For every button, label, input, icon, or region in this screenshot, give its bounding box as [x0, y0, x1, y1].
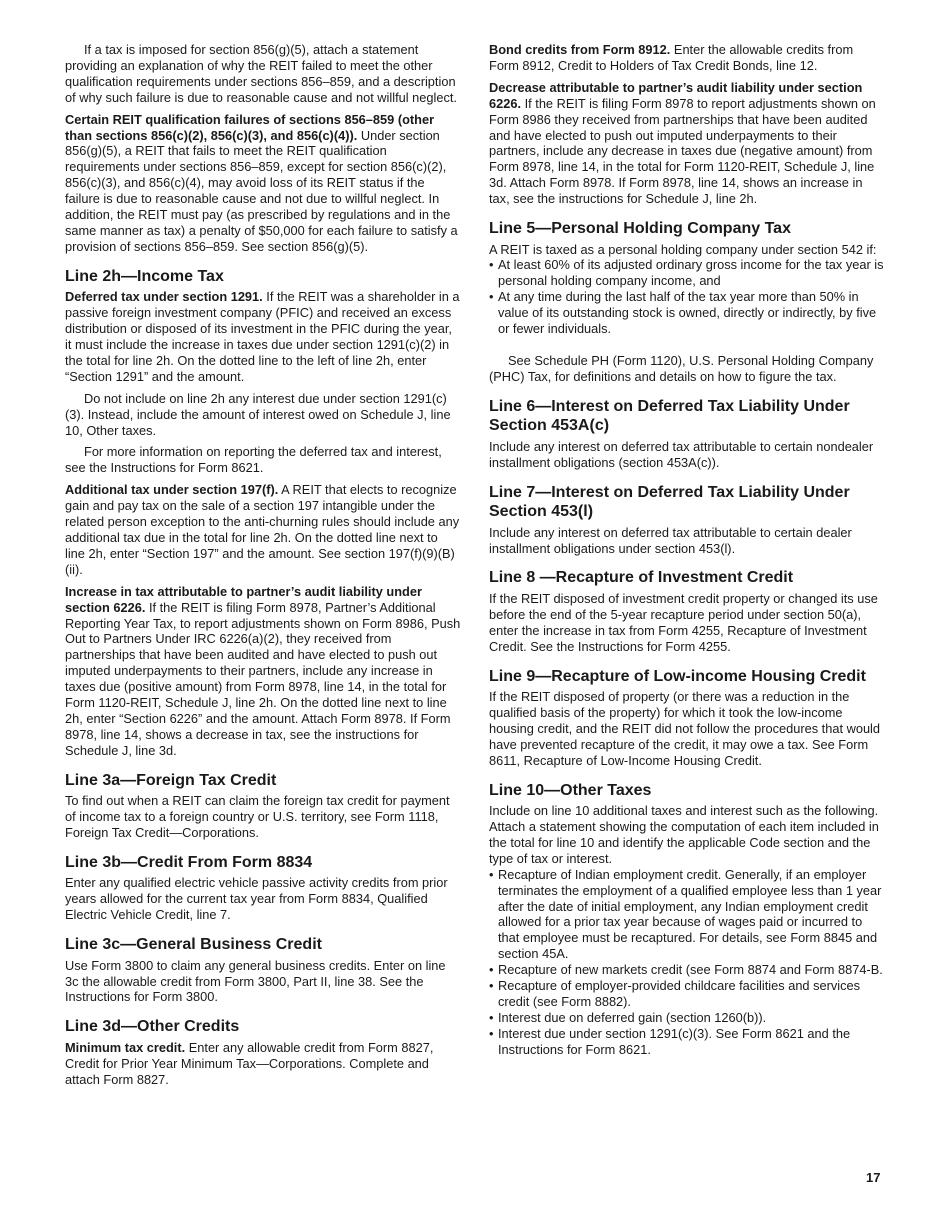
bullet-icon: •	[489, 866, 494, 882]
bullet-icon: •	[489, 1009, 494, 1025]
paragraph-line-3c: Use Form 3800 to claim any general business credits. Enter on line 3c the allowable credit from Form 3800, Part II, line 38. See the Instructions for Form 3800.	[65, 957, 446, 1005]
paragraph-for-more-info: For more information on reporting the deferred tax and interest, see the Instructions for Form 8621.	[65, 444, 442, 476]
run-in-heading: Increase in tax attributable to partner’s audit liability under section 6226.	[65, 583, 422, 615]
heading-line-6: Line 6—Interest on Deferred Tax Liability Under Section 453A(c)	[489, 397, 850, 435]
heading-line-3c: Line 3c—General Business Credit	[65, 936, 322, 954]
paragraph-line-9: If the REIT disposed of property (or there was a reduction in the qualified basis of the property) for which it took the low-income housing credit, and the REIT did not follow the procedures that would have prevented recapture of the credit, it may owe a tax. See Form 8611, Recapture of Low-Income Housing Credit.	[489, 689, 881, 768]
bullet-item: • Interest due under section 1291(c)(3). See Form 8621 and the Instructions for Form 8621.	[489, 1025, 851, 1057]
paragraph-deferred-tax	[65, 289, 461, 384]
paragraph-line-3a: To find out when a REIT can claim the foreign tax credit for payment of income tax to a foreign country or U.S. territory, see Form 1118, Foreign Tax Credit—Corporations.	[65, 793, 450, 840]
paragraph-line-3b: Enter any qualified electric vehicle passive activity credits from prior years allowed for the current tax year from Form 8834, Qualified Electric Vehicle Credit, line 7.	[65, 875, 448, 923]
left-column	[65, 42, 461, 1094]
run-in-heading: Minimum tax credit.	[65, 1039, 186, 1055]
paragraph-minimum-tax-credit	[65, 1040, 461, 1088]
bullet-item: • At least 60% of its adjusted ordinary gross income for the tax year is personal holding company income, and	[489, 257, 884, 289]
heading-line-8: Line 8 —Recapture of Investment Credit	[489, 569, 794, 587]
paragraph-text: Enter the allowable credits from Form 8912, Credit to Holders of Tax Credit Bonds, line 12.	[489, 42, 854, 73]
paragraph-line-5: A REIT is taxed as a personal holding company under section 542 if:	[489, 241, 877, 257]
bullet-icon: •	[489, 962, 494, 978]
heading-line-5: Line 5—Personal Holding Company Tax	[489, 220, 791, 238]
paragraph-text: Enter any allowable credit from Form 8827, Credit for Prior Year Minimum Tax—Corporations. Complete and attach Form 8827.	[65, 1039, 434, 1087]
heading-line-3b: Line 3b—Credit From Form 8834	[65, 853, 313, 871]
page-number: 17	[866, 1170, 881, 1185]
paragraph-line-7: Include any interest on deferred tax attributable to certain dealer installment obligations under section 453(l).	[489, 524, 852, 556]
bullet-item: • Recapture of new markets credit (see Form 8874 and Form 8874-B.	[489, 962, 883, 978]
run-in-heading: Bond credits from Form 8912.	[489, 42, 671, 57]
heading-line-2h: Line 2h—Income Tax	[65, 267, 224, 285]
bullet-icon: •	[489, 978, 494, 994]
paragraph-text: Under section 856(g)(5), a REIT that fails to meet the REIT qualification requirements under sections 856–859, except for section 856(c)(2), 856(c)(3), and 856(c)(4), may avoid loss of its REIT status if the failure is due to reasonable cause and not due to willful neglect. In addition, the REIT must pay (as prescribed by regulations and in the same manner as tax) a penalty of $50,000 for each failure to satisfy a provision of sections 856–859. See section 856(g)(5).	[65, 127, 458, 254]
heading-line-3a: Line 3a—Foreign Tax Credit	[65, 771, 277, 789]
bullet-icon: •	[489, 1025, 494, 1041]
bullet-icon: •	[489, 257, 494, 273]
paragraph-line-6: Include any interest on deferred tax attributable to certain nondealer installment obligations (section 453A(c)).	[489, 438, 874, 470]
paragraph-line-8: If the REIT disposed of investment credit property or changed its use before the end of the 5-year recapture period under section 50(a), enter the increase in tax from Form 4255, Recapture of Investment Credit. See the Instructions for Form 4255.	[489, 590, 878, 654]
paragraph-text: If the REIT is filing Form 8978, Partner’s Additional Reporting Year Tax, to report adjustments shown on Form 8986, Push Out to Partners Under IRC 6226(a)(2), they received from partnerships that have been audited and have elected to push out imputed underpayments to their partners, include any increase in taxes due (positive amount) from Form 8978, line 14, in the total for Form 1120-REIT, Schedule J, line 2h. On the dotted line next to line 2h, enter “Section 6226” and the amount. Attach Form 8978. If Form 8978, line 14, shows a decrease in tax, see the instructions for Schedule J, line 3d.	[65, 599, 461, 758]
paragraph-increase-in-tax	[65, 584, 461, 759]
paragraph-certain-failures	[65, 112, 461, 255]
bullet-item: • Recapture of Indian employment credit. Generally, if an employer terminates the employment of a qualified employee less than 1 year after the date of initial employment, any Indian employment credit allowed for a prior tax year because of wages paid or incurred to that employee must be recaptured. For details, see Form 8845 and section 45A.	[489, 866, 882, 962]
paragraph-line-10: Include on line 10 additional taxes and interest such as the following. Attach a statement showing the computation of each item included in the total for line 10 and identify the applicable Code section and the type of tax or interest.	[489, 803, 879, 866]
bullet-item: • Interest due on deferred gain (section 1260(b)).	[489, 1009, 767, 1025]
paragraph-text: If the REIT is filing Form 8978 to report adjustments shown on Form 8986 they received from partnerships that have been audited and have elected to push out imputed underpayments to their partners, include any decrease in taxes due (negative amount) from Form 8978, line 14, in the total for Form 1120-REIT, Schedule J, line 3d. Attach Form 8978. If Form 8978, line 14, shows an increase in tax, see the instructions for Schedule J, line 2h.	[489, 95, 876, 207]
paragraph-bond-credits	[489, 42, 886, 74]
run-in-heading: Certain REIT qualification failures of sections 856–859 (other than sections 856(c)(2), 856(c)(3), and 856(c)(4)).	[65, 111, 435, 143]
run-in-heading: Decrease attributable to partner’s audit liability under section 6226.	[489, 79, 863, 111]
bullet-item: • At any time during the last half of the tax year more than 50% in value of its outstanding stock is owned, directly or indirectly, by five or fewer individuals.	[489, 289, 877, 337]
paragraph-text: A REIT that elects to recognize gain and pay tax on the sale of a section 197 intangible under the related person exception to the anti-churning rules should include any additional tax due in the total for line 2h. On the dotted line next to line 2h, enter “Section 197” and the amount. See section 197(f)(9)(B)(ii).	[65, 482, 460, 577]
heading-line-7: Line 7—Interest on Deferred Tax Liability Under Section 453(l)	[489, 483, 850, 521]
heading-line-10: Line 10—Other Taxes	[489, 781, 652, 799]
heading-line-3d: Line 3d—Other Credits	[65, 1018, 240, 1036]
bullet-icon: •	[489, 289, 494, 305]
paragraph-do-not-include: Do not include on line 2h any interest due under section 1291(c)(3). Instead, include the amount of interest owed on Schedule J, line 10, Other taxes.	[65, 390, 451, 438]
paragraph-intro: If a tax is imposed for section 856(g)(5), attach a statement providing an explanation of why the REIT failed to meet the other qualification requirements under sections 856–859, and a description of why such failure is due to reasonable cause and not willful neglect.	[65, 42, 457, 105]
run-in-heading: Deferred tax under section 1291.	[65, 289, 263, 305]
right-column	[489, 42, 886, 1058]
paragraph-text: If the REIT was a shareholder in a passive foreign investment company (PFIC) and received an excess distribution or disposed of its investment in the PFIC during the year, it must include the increase in taxes due under section 1291(c)(2) in the total for line 2h. On the dotted line to the left of line 2h, enter “Section 1291” and the amount.	[65, 289, 460, 384]
heading-line-9: Line 9—Recapture of Low-income Housing Credit	[489, 667, 866, 685]
run-in-heading: Additional tax under section 197(f).	[65, 482, 279, 498]
paragraph-line-5-see: See Schedule PH (Form 1120), U.S. Personal Holding Company (PHC) Tax, for definitions and details on how to figure the tax.	[489, 353, 874, 384]
paragraph-additional-tax	[65, 482, 461, 577]
bullet-item: • Recapture of employer-provided childcare facilities and services credit (see Form 8882).	[489, 978, 861, 1009]
paragraph-decrease-attributable	[489, 80, 886, 207]
